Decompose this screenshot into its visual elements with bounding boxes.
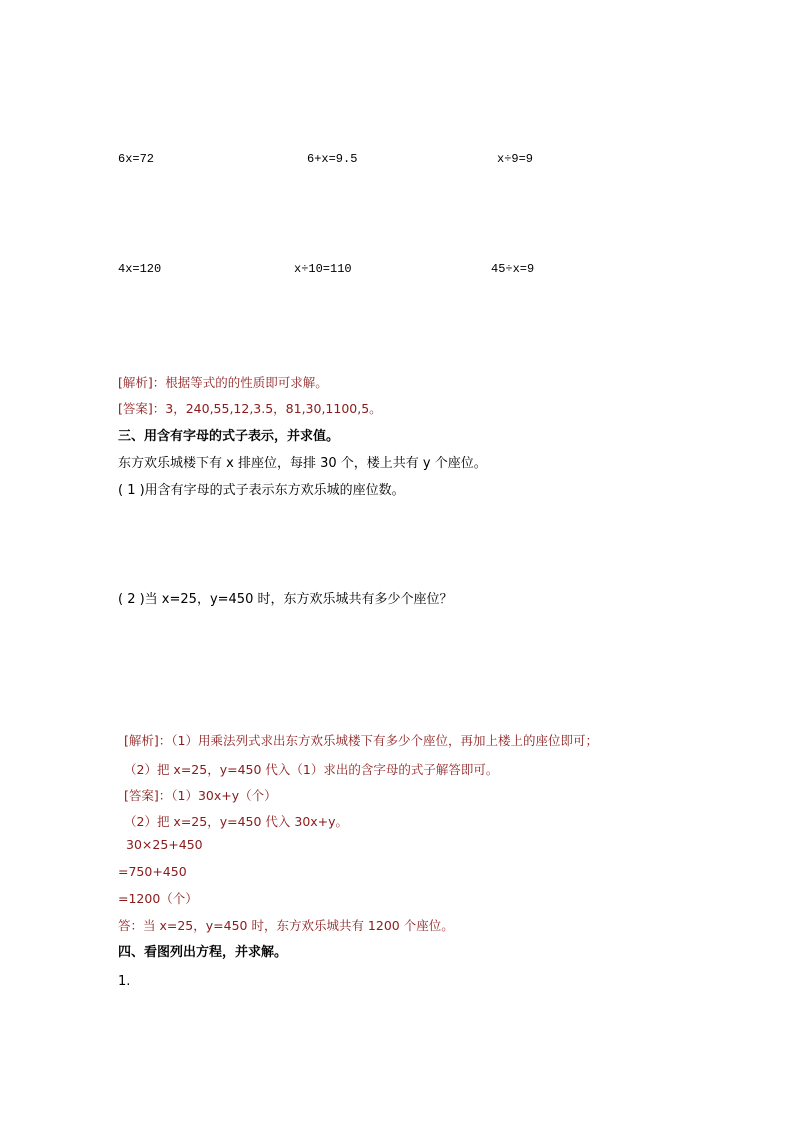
equation-4: 4x=120 xyxy=(118,262,162,276)
equation-3: x÷9=9 xyxy=(497,152,534,166)
question-2: ( 2 )当 x=25，y=450 时，东方欢乐城共有多少个座位？ xyxy=(118,592,453,607)
equation-2: 6+x=9.5 xyxy=(307,152,358,166)
question-1: ( 1 )用含有字母的式子表示东方欢乐城的座位数。 xyxy=(118,483,405,498)
answer-line-2: （2）把 x=25，y=450 代入 30x+y。 xyxy=(124,814,349,829)
section-3-heading: 三、用含有字母的式子表示，并求值。 xyxy=(118,429,340,444)
problem-statement: 东方欢乐城楼下有 x 排座位，每排 30 个，楼上共有 y 个座位。 xyxy=(118,456,487,471)
calc-line-2: =750+450 xyxy=(118,864,187,879)
equation-1: 6x=72 xyxy=(118,152,155,166)
answer-line-1: [答案]：（1）30x+y（个） xyxy=(124,788,277,803)
analysis-line-1: [解析]：（1）用乘法列式求出东方欢乐城楼下有多少个座位，再加上楼上的座位即可； xyxy=(124,733,598,748)
item-number-1: 1. xyxy=(118,974,131,989)
equation-6: 45÷x=9 xyxy=(491,262,535,276)
calc-line-1: 30×25+450 xyxy=(126,837,203,852)
equation-5: x÷10=110 xyxy=(294,262,352,276)
calc-line-3: =1200（个） xyxy=(118,891,198,906)
final-answer: 答：当 x=25，y=450 时，东方欢乐城共有 1200 个座位。 xyxy=(118,918,454,933)
analysis-line-2: （2）把 x=25，y=450 代入（1）求出的含字母的式子解答即可。 xyxy=(124,762,499,777)
answer-text: [答案]：3，240,55,12,3.5，81,30,1100,5。 xyxy=(118,401,382,416)
section-4-heading: 四、看图列出方程，并求解。 xyxy=(118,945,288,960)
analysis-text: [解析]：根据等式的的性质即可求解。 xyxy=(118,375,328,390)
